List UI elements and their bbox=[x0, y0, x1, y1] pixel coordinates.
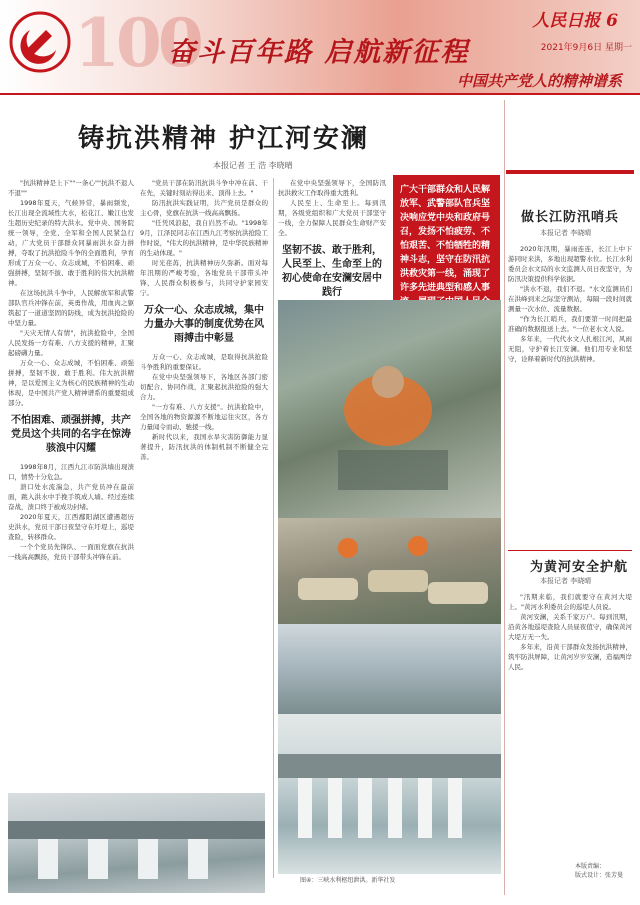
paragraph: 2020年夏天，江西鄱阳湖区遭遇超历史洪水，党员干部日夜坚守在圩堤上，巡堤查险，转移群众。 bbox=[8, 513, 134, 541]
paragraph: 多年来，一代代水文人扎根江河，风雨无阻，守护着长江安澜。他们用专业和坚守，诠释着新时代的抗洪精神。 bbox=[508, 335, 632, 363]
column-divider bbox=[273, 178, 274, 878]
sidebar-story2-body bbox=[508, 592, 632, 854]
issue-date: 2021年9月6日 星期一 bbox=[540, 43, 632, 53]
photo-three-gorges-dam bbox=[278, 714, 501, 874]
photo-flood-gate bbox=[8, 793, 265, 893]
sidebar-story2-title: 为黄河安全护航 bbox=[530, 560, 629, 575]
editor-line: 本版责编： bbox=[575, 863, 606, 870]
paragraph: 在党中央坚强领导下，各地区各部门密切配合、协同作战，汇聚起抗洪抢险的强大合力。 bbox=[140, 373, 268, 401]
photo-rescue bbox=[278, 300, 501, 518]
paragraph: "洪水不退，我们不退。"水文监测员们在洪峰到来之际坚守测站，每隔一段时间就测量一次水位、流量数据。 bbox=[508, 285, 632, 313]
sidebar-accent-bar bbox=[506, 170, 634, 174]
paragraph: "党员干部在防汛抗洪斗争中冲在前、干在先，关键时刻站得出来、顶得上去。" bbox=[140, 179, 268, 197]
design-credit: 版式设计：张芳曼 bbox=[575, 872, 624, 879]
paragraph: 1998年8月，江西九江市防洪墙出现溃口，情势十分危急。 bbox=[8, 463, 134, 481]
article-subhead-1: 不怕困难、顽强拼搏，共产党员这个共同的名字在惊涛骇浪中闪耀 bbox=[11, 415, 131, 454]
page-editors bbox=[575, 862, 623, 880]
photo-dike-patrol bbox=[278, 624, 501, 714]
paragraph: 多年来，沿黄干部群众发扬抗洪精神，筑牢防洪屏障，让黄河岁岁安澜，造福两岸人民。 bbox=[508, 643, 632, 671]
sidebar-divider bbox=[504, 100, 505, 895]
paragraph: "作为长江哨兵，我们要第一时间把最准确的数据报送上去。"一位老水文人说。 bbox=[508, 315, 632, 333]
photo-caption-dam: 图④：三峡水利枢纽泄洪。新华社发 bbox=[300, 877, 396, 884]
article-headline: 铸抗洪精神 护江河安澜 bbox=[78, 124, 370, 154]
paragraph: 人民至上、生命至上。每到汛期，各级党组织和广大党员干部坚守一线，全力保障人民群众生命财产安全。 bbox=[278, 199, 386, 237]
party-emblem-icon bbox=[8, 10, 72, 74]
article-byline: 本报记者 王 浩 李晓晴 bbox=[213, 161, 293, 170]
paragraph: 防汛抗洪实践证明，共产党员是群众的主心骨，党旗在抗洪一线高高飘扬。 bbox=[140, 199, 268, 217]
paragraph: "任凭风浪起，我自岿然不动。"1998年9月，江泽民同志在江西九江考察抗洪抢险工作时说，"伟大的抗洪精神，是中华民族精神的生动体现。" bbox=[140, 219, 268, 257]
paragraph: 1998年夏天，气候异常，暴雨频发，长江出现全流域性大水，松花江、嫩江也发生超历史纪录的特大洪水。党中央、国务院统一领导，全党、全军和全国人民紧急行动，广大党员干部群众同暴雨洪水奋力拼搏，夺取了抗洪抢险斗争的全面胜利，孕育形成了万众一心、众志成城，不怕困难、顽强拼搏，坚韧不拔、敢于胜利的伟大抗洪精神。 bbox=[8, 199, 134, 287]
paragraph: "汛期来临，我们就要守在黄河大堤上。"黄河水利委员会的巡堤人员说。 bbox=[508, 593, 632, 611]
sandbag-illustration bbox=[278, 518, 501, 624]
photo-sandbags bbox=[278, 518, 501, 624]
rescue-illustration bbox=[278, 300, 501, 518]
masthead-slogan: 奋斗百年路 启航新征程 bbox=[168, 37, 470, 68]
paragraph: "天灾无情人有情"，抗洪抢险中，全国人民发扬一方有难、八方支援的精神，汇聚起磅礴力量。 bbox=[8, 329, 134, 357]
article-subhead-3: 坚韧不拔、敢于胜利，人民至上、生命至上的初心使命在安澜安居中践行 bbox=[282, 245, 382, 298]
paragraph: 新时代以来，我国水旱灾害防御能力显著提升，防汛抗洪的体制机制不断健全完善。 bbox=[140, 433, 268, 461]
paragraph: 黄河安澜，关系千家万户。每到汛期，沿黄各地巡堤查险人员昼夜值守，确保黄河大堤万无一失。 bbox=[508, 613, 632, 641]
sidebar-story1-title: 做长江防汛哨兵 bbox=[521, 210, 620, 225]
flood-gate-illustration bbox=[8, 793, 265, 893]
paragraph: 2020年汛期，暴雨连连，长江上中下游同时来洪，多地出现超警水位。长江水利委员会水文局的水文监测人员日夜坚守，为防汛决策提供科学依据。 bbox=[508, 245, 632, 283]
paragraph: "一方有难、八方支援"。抗洪抢险中，全国各地的物资源源不断地运往灾区，各方力量闻令而动、驰援一线。 bbox=[140, 403, 268, 431]
paragraph: 万众一心、众志成城，是取得抗洪抢险斗争胜利的重要保证。 bbox=[140, 353, 268, 371]
article-column-2 bbox=[140, 178, 268, 788]
quote-box bbox=[393, 175, 500, 300]
article-column-1 bbox=[8, 178, 134, 788]
paragraph: 溃口处水流湍急，共产党员冲在最前面，跳入洪水中手挽手筑成人墙。经过连续奋战，溃口终于被成功封堵。 bbox=[8, 483, 134, 511]
paragraph: 时光荏苒，抗洪精神历久弥新。面对每年汛期的严峻考验，各地党员干部带头冲锋，人民群众积极参与，共同守护家园安宁。 bbox=[140, 259, 268, 297]
paragraph: "抗洪精神是上下""一条心""抗洪不退人不退"" bbox=[8, 179, 134, 197]
dam-illustration bbox=[278, 714, 501, 874]
paragraph: 在这场抗洪斗争中，人民解放军和武警部队官兵冲锋在前，英勇作战，用血肉之躯筑起了一道道坚固的防线，成为抗洪抢险的中坚力量。 bbox=[8, 289, 134, 327]
masthead-divider bbox=[0, 93, 640, 95]
sidebar-story-divider bbox=[508, 550, 632, 551]
series-name: 中国共产党人的精神谱系 bbox=[456, 72, 622, 90]
sidebar-story1-byline: 本报记者 李晓晴 bbox=[540, 229, 592, 237]
paragraph: 一个个党员先锋队、一面面党旗在抗洪一线高高飘扬，党员干部带头冲锋在前。 bbox=[8, 543, 134, 561]
paragraph: 万众一心、众志成城，不怕困难、顽强拼搏，坚韧不拔、敢于胜利。伟大抗洪精神，是以爱国主义为核心的民族精神的生动体现，是中国共产党人精神谱系的重要组成部分。 bbox=[8, 359, 134, 407]
quote-text: 广大干部群众和人民解放军、武警部队官兵坚决响应党中央和政府号召，发扬不怕疲劳、不怕艰苦、不怕牺牲的精神斗志，坚守在防汛抗洪救灾第一线，涌现了许多先进典型和感人事 bbox=[400, 185, 491, 293]
masthead bbox=[0, 0, 640, 95]
sidebar-story2-byline: 本报记者 李晓晴 bbox=[540, 577, 592, 585]
sidebar-story1-body bbox=[508, 244, 632, 544]
article-subhead-2: 万众一心、众志成城，集中力量办大事的制度优势在风雨搏击中彰显 bbox=[144, 305, 264, 344]
article-column-3 bbox=[278, 178, 386, 298]
centenary-watermark: 100 bbox=[74, 4, 200, 82]
newspaper-name: 人民日报 6 bbox=[532, 11, 618, 31]
paragraph: 在党中央坚强领导下，全国防汛抗洪救灾工作取得重大胜利。 bbox=[278, 179, 386, 197]
